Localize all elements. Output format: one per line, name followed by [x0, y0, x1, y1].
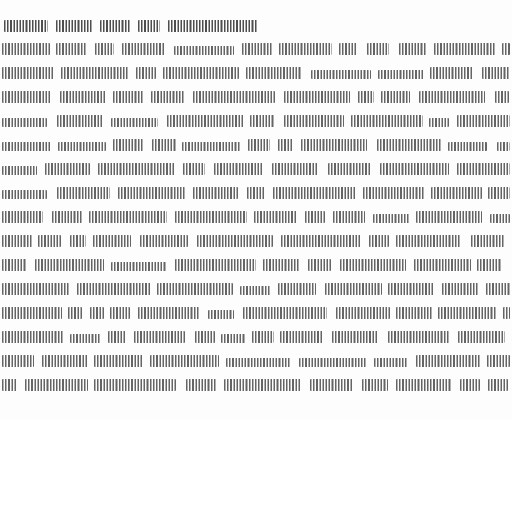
word-block — [175, 211, 247, 223]
word-block — [77, 283, 151, 295]
word-block — [254, 211, 297, 223]
word-block — [248, 139, 270, 151]
word-block — [58, 142, 106, 151]
word-block — [272, 163, 318, 175]
word-block — [122, 43, 165, 55]
word-block — [328, 163, 371, 175]
word-block — [25, 379, 88, 391]
heading-word-block — [100, 20, 130, 32]
word-block — [263, 259, 300, 271]
word-block — [242, 43, 272, 55]
blank-bottom-area — [0, 420, 512, 512]
word-block — [42, 355, 88, 367]
word-block — [369, 235, 389, 247]
word-block — [280, 331, 323, 343]
text-line — [0, 204, 512, 228]
text-line — [0, 156, 512, 180]
word-block — [471, 235, 504, 247]
word-block — [278, 283, 316, 295]
word-block — [488, 187, 510, 199]
word-block — [278, 139, 293, 151]
word-block — [367, 43, 389, 55]
word-block — [308, 259, 331, 271]
word-block — [197, 235, 273, 247]
word-block — [477, 259, 501, 271]
word-block — [396, 379, 451, 391]
word-block — [226, 358, 291, 367]
word-block — [2, 235, 32, 247]
word-block — [35, 259, 104, 271]
word-block — [488, 379, 508, 391]
word-block — [89, 211, 167, 223]
word-block — [438, 307, 496, 319]
word-block — [431, 187, 482, 199]
word-block — [351, 115, 423, 127]
word-block — [138, 307, 199, 319]
word-block — [497, 142, 510, 151]
word-block — [2, 166, 37, 175]
word-block — [442, 283, 478, 295]
word-block — [252, 331, 274, 343]
word-block — [487, 355, 510, 367]
word-block — [333, 211, 365, 223]
word-block — [57, 187, 110, 199]
word-block — [434, 43, 495, 55]
word-block — [60, 91, 106, 103]
word-block — [373, 214, 410, 223]
word-block — [250, 115, 275, 127]
word-block — [111, 118, 158, 127]
word-block — [152, 139, 176, 151]
text-line — [0, 36, 512, 60]
word-block — [2, 142, 51, 151]
word-block — [279, 43, 332, 55]
word-block — [299, 358, 366, 367]
word-block — [2, 91, 51, 103]
word-block — [56, 43, 87, 55]
word-block — [311, 70, 371, 79]
word-block — [430, 67, 473, 79]
word-block — [246, 67, 302, 79]
word-block — [193, 187, 238, 199]
word-block — [95, 43, 114, 55]
word-block — [310, 379, 353, 391]
text-line — [0, 276, 512, 300]
word-block — [243, 307, 327, 319]
word-block — [457, 163, 510, 175]
word-block — [339, 43, 357, 55]
word-block — [93, 235, 131, 247]
word-block — [140, 235, 188, 247]
word-block — [482, 67, 510, 79]
word-block — [388, 331, 449, 343]
word-block — [2, 331, 64, 343]
word-block — [183, 163, 205, 175]
word-block — [61, 67, 129, 79]
word-block — [167, 115, 244, 127]
word-block — [2, 190, 47, 199]
word-block — [94, 355, 143, 367]
word-block — [414, 259, 471, 271]
word-block — [157, 283, 233, 295]
word-block — [495, 91, 509, 103]
word-block — [221, 334, 245, 343]
word-block — [70, 235, 86, 247]
word-block — [416, 211, 482, 223]
text-line — [0, 228, 512, 252]
word-block — [336, 307, 390, 319]
word-block — [281, 235, 361, 247]
word-block — [113, 91, 144, 103]
word-block — [111, 262, 166, 271]
word-block — [325, 283, 382, 295]
document-heading — [2, 16, 302, 38]
word-block — [358, 91, 374, 103]
word-block — [460, 379, 480, 391]
word-block — [380, 163, 449, 175]
word-block — [419, 91, 485, 103]
word-block — [118, 187, 185, 199]
word-block — [378, 70, 424, 79]
word-block — [136, 67, 156, 79]
word-block — [396, 307, 432, 319]
word-block — [2, 283, 69, 295]
document-body — [0, 36, 512, 396]
word-block — [396, 235, 461, 247]
word-block — [2, 379, 17, 391]
word-block — [416, 355, 481, 367]
text-line — [0, 348, 512, 372]
heading-word-block — [4, 20, 48, 32]
word-block — [151, 91, 184, 103]
word-block — [340, 259, 406, 271]
word-block — [240, 286, 271, 295]
word-block — [377, 139, 441, 151]
word-block — [363, 187, 424, 199]
word-block — [195, 331, 215, 343]
text-line — [0, 180, 512, 204]
word-block — [2, 307, 62, 319]
word-block — [68, 307, 82, 319]
word-block — [38, 235, 61, 247]
text-line — [0, 84, 512, 108]
word-block — [174, 46, 234, 55]
word-block — [2, 259, 27, 271]
word-block — [175, 259, 256, 271]
word-block — [52, 211, 82, 223]
word-block — [208, 310, 234, 319]
text-line — [0, 300, 512, 324]
word-block — [284, 91, 350, 103]
word-block — [273, 187, 356, 199]
word-block — [429, 118, 449, 127]
heading-word-block — [168, 20, 258, 32]
word-block — [458, 331, 505, 343]
word-block — [503, 307, 510, 319]
word-block — [305, 211, 325, 223]
word-block — [70, 334, 101, 343]
text-line — [0, 132, 512, 156]
word-block — [490, 214, 510, 223]
word-block — [224, 379, 301, 391]
word-block — [186, 379, 216, 391]
word-block — [94, 379, 176, 391]
word-block — [284, 115, 344, 127]
word-block — [90, 307, 104, 319]
word-block — [193, 91, 275, 103]
word-block — [362, 379, 388, 391]
word-block — [457, 115, 510, 127]
word-block — [2, 67, 54, 79]
word-block — [247, 187, 265, 199]
word-block — [150, 355, 219, 367]
word-block — [448, 142, 487, 151]
word-block — [502, 43, 510, 55]
text-line — [0, 372, 512, 396]
heading-word-block — [56, 20, 92, 32]
word-block — [2, 43, 50, 55]
word-block — [134, 331, 185, 343]
word-block — [301, 139, 367, 151]
word-block — [2, 118, 47, 127]
word-block — [108, 331, 126, 343]
word-block — [110, 307, 130, 319]
word-block — [381, 91, 410, 103]
text-line — [0, 60, 512, 84]
word-block — [486, 283, 510, 295]
text-line — [0, 108, 512, 132]
word-block — [182, 142, 240, 151]
word-block — [113, 139, 143, 151]
word-block — [214, 163, 263, 175]
word-block — [163, 67, 239, 79]
word-block — [374, 358, 408, 367]
text-line — [0, 324, 512, 348]
word-block — [332, 331, 378, 343]
word-block — [399, 43, 426, 55]
heading-word-block — [138, 20, 160, 32]
word-block — [2, 211, 43, 223]
word-block — [57, 115, 103, 127]
word-block — [45, 163, 90, 175]
text-line — [0, 252, 512, 276]
word-block — [98, 163, 175, 175]
word-block — [388, 283, 434, 295]
word-block — [2, 355, 34, 367]
